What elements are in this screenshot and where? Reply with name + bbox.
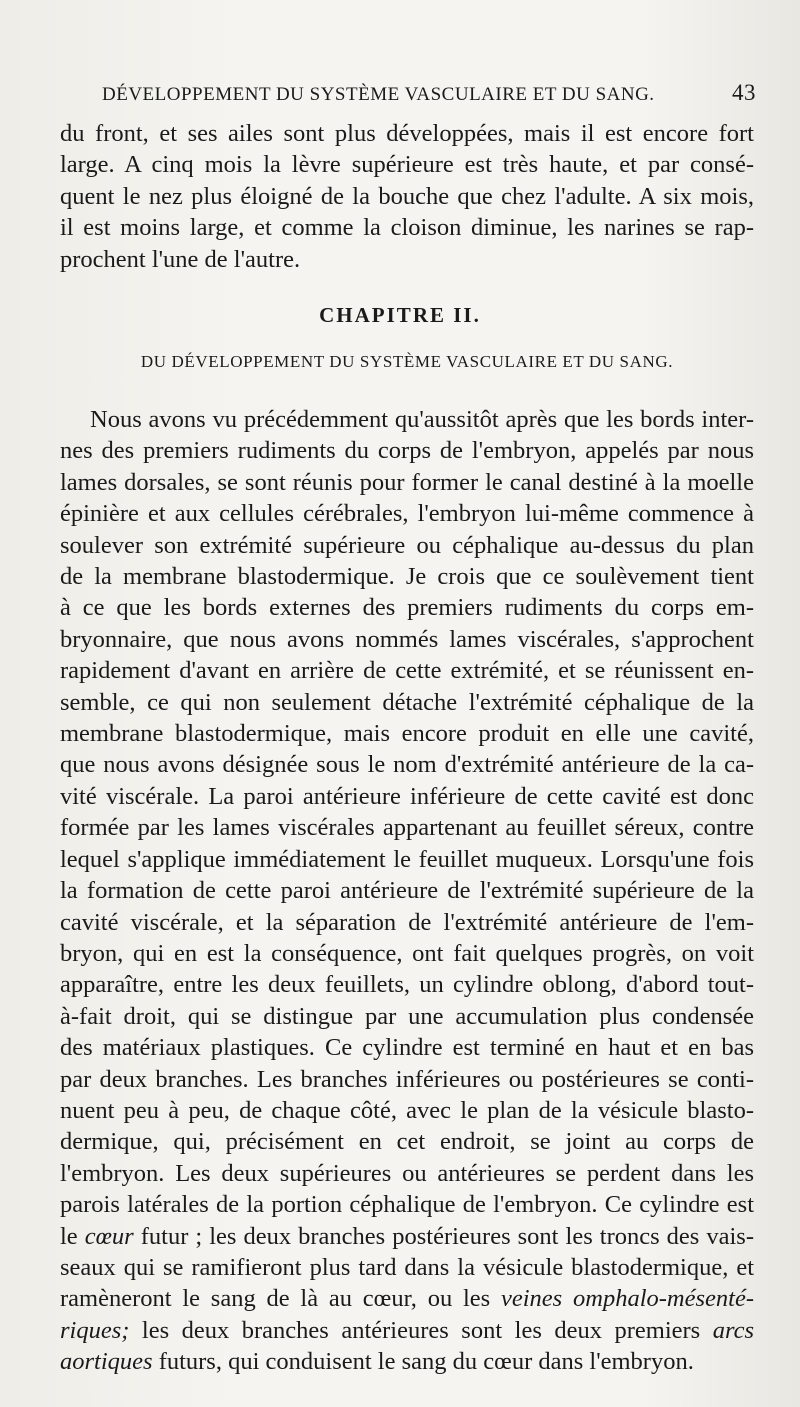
chapter-subtitle: DU DÉVELOPPEMENT DU SYSTÈME VASCULAIRE ET DU SANG. (140, 352, 674, 371)
text-line: quent le nez plus éloigné de la bouche que chez l'adulte. A six mois, (60, 182, 754, 210)
text-line: Nous avons vu précédemment qu'aussitôt après que les bords inter- (90, 406, 754, 433)
running-header (88, 80, 756, 110)
running-title: DÉVELOPPEMENT DU SYSTÈME VASCULAIRE ET DU SANG. (102, 84, 655, 105)
text-line: vité viscérale. La paroi antérieure inférieure de cette cavité est donc (60, 782, 754, 810)
intro-paragraph (60, 118, 754, 275)
text-line: rapidement d'avant en arrière de cette extrémité, et se réunissent en- (60, 657, 754, 685)
text-line: dermique, qui, précisément en cet endroit, se joint au corps de (60, 1128, 754, 1156)
text-line: parois latérales de la portion céphalique de l'embryon. Ce cylindre est (60, 1191, 754, 1219)
text-line: nes des premiers rudiments du corps de l'embryon, appelés par nous (60, 437, 754, 465)
italic-term: cœur (84, 1222, 134, 1250)
text-line: par deux branches. Les branches inférieures ou postérieures se conti- (60, 1065, 754, 1093)
text-line: formée par les lames viscérales appartenant au feuillet séreux, contre (60, 814, 754, 842)
text-line (60, 1221, 754, 1252)
text-span: le (60, 1222, 85, 1250)
text-line (60, 1346, 754, 1377)
text-line: membrane blastodermique, mais encore produit en elle une cavité, (60, 720, 754, 748)
text-line: épinière et aux cellules cérébrales, l'embryon lui-même commence à (60, 500, 754, 528)
body-paragraph (60, 404, 754, 1378)
text-line: à-fait droit, qui se distingue par une accumulation plus condensée (60, 1002, 754, 1030)
text-line: la formation de cette paroi antérieure de l'extrémité supérieure de la (60, 877, 754, 905)
text-line: seaux qui se ramifieront plus tard dans la vésicule blastodermique, et (60, 1253, 754, 1281)
page-number: 43 (732, 80, 756, 105)
text-line: lames dorsales, se sont réunis pour former le canal destiné à la moelle (60, 468, 754, 496)
text-line: des matériaux plastiques. Ce cylindre est terminé en haut et en bas (60, 1034, 754, 1062)
text-line: l'embryon. Les deux supérieures ou antérieures se perdent dans les (60, 1159, 754, 1187)
text-span: futur ; les deux branches postérieures sont les troncs des vais- (133, 1222, 754, 1250)
text-line: du front, et ses ailes sont plus développées, mais il est encore fort (60, 120, 754, 147)
text-line: prochent l'une de l'autre. (60, 245, 301, 273)
text-line: large. A cinq mois la lèvre supérieure est très haute, et par consé- (60, 151, 754, 179)
text-line (60, 1283, 754, 1314)
italic-term: riques; (60, 1316, 130, 1344)
text-line: que nous avons désignée sous le nom d'extrémité antérieure de la ca- (60, 751, 754, 779)
text-line (60, 1315, 754, 1346)
text-line: il est moins large, et comme la cloison diminue, les narines se rap- (60, 214, 754, 242)
text-line: à ce que les bords externes des premiers rudiments du corps em- (60, 594, 754, 622)
text-line: bryon, qui en est la conséquence, ont fait quelques progrès, on voit (60, 939, 754, 967)
text-line: nuent peu à peu, de chaque côté, avec le plan de la vésicule blasto- (60, 1096, 754, 1124)
text-line: semble, ce qui non seulement détache l'extrémité céphalique de la (60, 688, 754, 716)
chapter-title: CHAPITRE II. (319, 303, 481, 327)
text-line: de la membrane blastodermique. Je crois que ce soulèvement tient (60, 563, 754, 591)
italic-term: arcs (712, 1316, 754, 1344)
text-span: les deux branches antérieures sont les deux premiers (129, 1316, 713, 1344)
text-line: soulever son extrémité supérieure ou céphalique au-dessus du plan (60, 531, 754, 559)
text-span: futurs, qui conduisent le sang du cœur dans l'embryon. (152, 1348, 694, 1376)
text-line: apparaître, entre les deux feuillets, un cylindre oblong, d'abord tout- (60, 971, 754, 999)
text-line: bryonnaire, que nous avons nommés lames viscérales, s'approchent (60, 625, 754, 653)
text-line: cavité viscérale, et la séparation de l'extrémité antérieure de l'em- (60, 908, 754, 936)
text-span: ramèneront le sang de là au cœur, ou les (60, 1285, 501, 1313)
italic-term: aortiques (60, 1348, 153, 1376)
italic-term: veines omphalo-mésenté- (501, 1285, 754, 1313)
text-line: lequel s'applique immédiatement le feuillet muqueux. Lorsqu'une fois (60, 845, 754, 873)
